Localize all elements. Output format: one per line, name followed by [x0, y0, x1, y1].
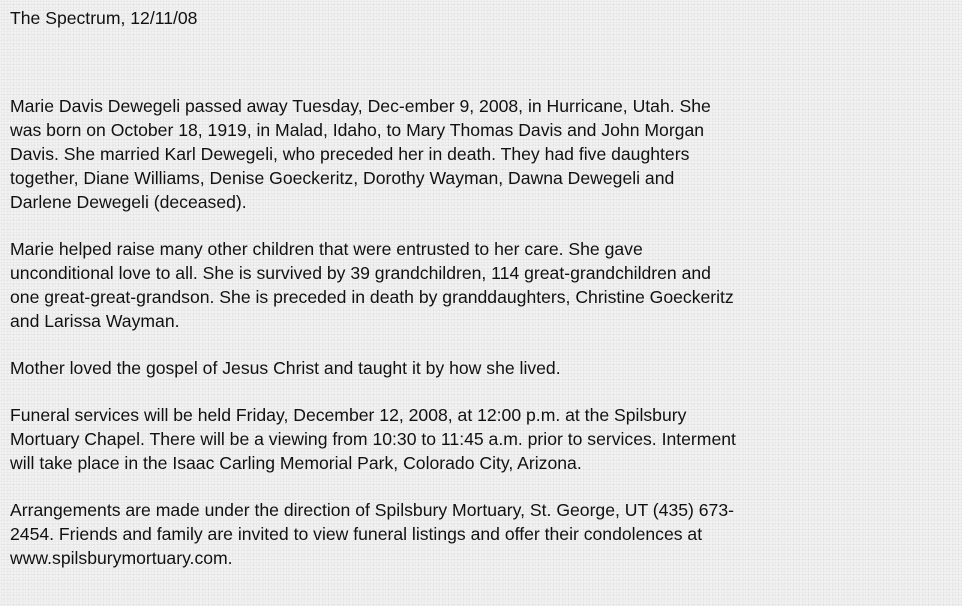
- paragraph-arrangements: Arrangements are made under the direction of Spilsbury Mortuary, St. George, UT (435) 673- 2454. Friends and family are invited to view funeral listings and offer their condolences at www.spilsburymortuary.com.: [10, 500, 734, 568]
- document: [10, 6, 950, 593]
- publication-header: The Spectrum, 12/11/08: [10, 8, 198, 28]
- paragraph-biography: Marie Davis Dewegeli passed away Tuesday, Dec-ember 9, 2008, in Hurricane, Utah. She was born on October 18, 1919, in Malad, Idaho, to Mary Thomas Davis and John Morgan Davis. She married Karl Dewegeli, who preceded her in death. They had five daughters together, Diane Williams, Denise Goeckeritz, Dorothy Wayman, Dawna Dewegeli and Darlene Dewegeli (deceased).: [10, 96, 711, 212]
- paragraph-services: Funeral services will be held Friday, December 12, 2008, at 12:00 p.m. at the Spilsbury Mortuary Chapel. There will be a viewing from 10:30 to 11:45 a.m. prior to services. Interment will take place in the Isaac Carling Memorial Park, Colorado City, Arizona.: [10, 405, 736, 473]
- paragraph-family: Marie helped raise many other children that were entrusted to her care. She gave unconditional love to all. She is survived by 39 grandchildren, 114 great-grandchildren and one great-great-grandson. She is preceded in death by granddaughters, Christine Goeckeritz and Larissa Wayman.: [10, 239, 734, 331]
- paragraph-faith: Mother loved the gospel of Jesus Christ and taught it by how she lived.: [10, 358, 561, 378]
